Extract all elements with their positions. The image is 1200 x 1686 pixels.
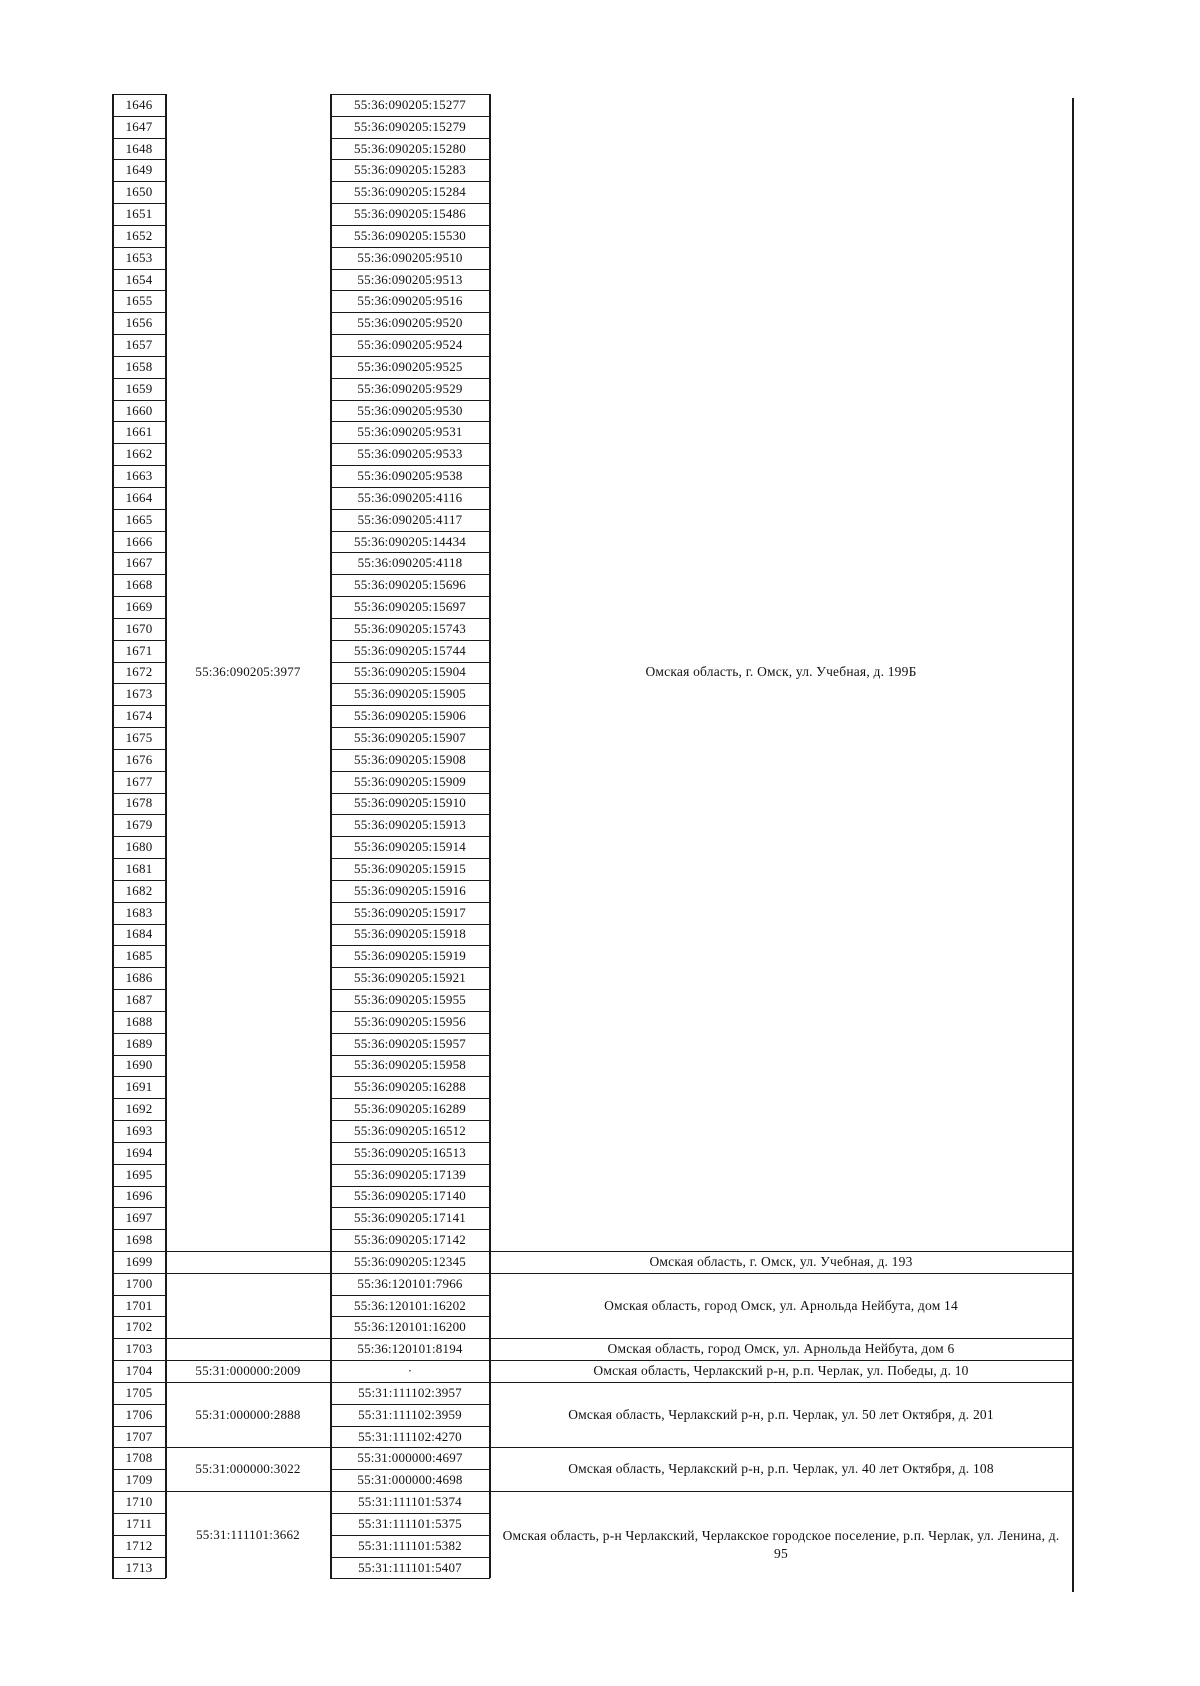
cadastral-number: 55:36:090205:15744 [354,642,466,658]
row-number: 1700 [125,1275,153,1291]
row-number: 1710 [125,1494,153,1510]
row-number: 1692 [125,1101,153,1117]
cadastral-number: 55:36:090205:9530 [357,402,463,418]
row-number: 1670 [125,620,153,636]
row-number: 1681 [125,860,153,876]
row-number: 1662 [125,446,153,462]
row-number: 1676 [125,751,153,767]
col-border-address-right [1072,98,1074,1592]
parcel-cadastral-number [166,1338,330,1360]
cadastral-number: 55:31:000000:4697 [357,1450,463,1466]
row-number: 1655 [125,293,153,309]
row-number: 1678 [125,795,153,811]
address: Омская область, город Омск, ул. Арнольда Нейбута, дом 6 [607,1341,955,1357]
row-number: 1669 [125,598,153,614]
row-number: 1674 [125,708,153,724]
cadastral-number: 55:31:111101:5382 [358,1537,462,1553]
address: Омская область, г. Омск, ул. Учебная, д. 199Б [645,664,917,680]
row-number: 1691 [125,1079,153,1095]
row-number: 1702 [125,1319,153,1335]
address: Омская область, р-н Черлакский, Черлакское городское поселение, р.п. Черлак, ул. Ленина, д. 95 [502,1527,1060,1561]
row-number: 1698 [125,1232,153,1248]
cadastral-number: 55:36:090205:15919 [354,948,466,964]
cadastral-number: 55:36:090205:9524 [357,337,463,353]
row-number: 1654 [125,271,153,287]
row-number: 1651 [125,206,153,222]
row-number: 1699 [125,1253,153,1269]
cadastral-number: 55:36:090205:15284 [354,184,466,200]
row-number: 1650 [125,184,153,200]
row-number: 1647 [125,118,153,134]
cadastral-number: 55:36:090205:15905 [354,686,466,702]
row-number: 1646 [125,96,153,112]
parcel-cadastral-number: 55:36:090205:3977 [195,664,301,680]
cadastral-number: 55:36:090205:15910 [354,795,466,811]
cadastral-number: 55:36:090205:15904 [354,664,466,680]
row-number: 1656 [125,315,153,331]
cadastral-number: 55:36:090205:16513 [354,1144,466,1160]
row-number: 1671 [125,642,153,658]
row-number: 1711 [125,1515,153,1531]
row-number: 1696 [125,1188,153,1204]
row-number: 1683 [125,904,153,920]
row-number: 1653 [125,249,153,265]
cadastral-number: 55:36:090205:15909 [354,773,466,789]
cadastral-number: 55:31:111101:5407 [358,1559,462,1575]
cadastral-number: 55:36:120101:7966 [357,1275,463,1291]
cadastral-number: 55:36:090205:15743 [354,620,466,636]
row-number: 1688 [125,1013,153,1029]
parcel-cadastral-number [166,1251,330,1273]
cadastral-number: 55:36:090205:9529 [357,380,463,396]
cadastral-number: 55:31:111102:3959 [358,1406,462,1422]
cadastral-number: 55:36:090205:15908 [354,751,466,767]
cadastral-number: 55:36:090205:9525 [357,358,463,374]
row-number: 1679 [125,817,153,833]
row-number: 1658 [125,358,153,374]
row-number: 1657 [125,337,153,353]
cadastral-number: 55:36:090205:16288 [354,1079,466,1095]
cadastral-number: 55:36:090205:4116 [357,489,463,505]
cadastral-number: 55:36:090205:9538 [357,468,463,484]
cadastral-number: 55:36:090205:15957 [354,1035,466,1051]
row-number: 1677 [125,773,153,789]
row-number: 1686 [125,970,153,986]
cadastral-number: 55:36:090205:15956 [354,1013,466,1029]
row-number: 1708 [125,1450,153,1466]
address: Омская область, Черлакский р-н, р.п. Черлак, ул. 40 лет Октября, д. 108 [568,1461,994,1477]
row-number: 1652 [125,227,153,243]
cadastral-number: 55:36:120101:8194 [357,1341,463,1357]
row-number: 1701 [125,1297,153,1313]
row-number: 1680 [125,839,153,855]
cadastral-number: 55:36:120101:16202 [354,1297,466,1313]
row-number: 1689 [125,1035,153,1051]
row-number: 1663 [125,468,153,484]
cadastral-number: 55:36:090205:17139 [354,1166,466,1182]
cadastral-number: 55:36:090205:9516 [357,293,463,309]
cadastral-number: 55:31:000000:4698 [357,1472,463,1488]
cadastral-number: 55:36:090205:9510 [357,249,463,265]
parcel-cadastral-number: 55:31:111101:3662 [196,1526,300,1542]
cadastral-number: · [407,1363,413,1379]
row-number: 1659 [125,380,153,396]
parcel-cadastral-number: 55:31:000000:3022 [195,1461,301,1477]
cadastral-number: 55:36:090205:9533 [357,446,463,462]
cadastral-number: 55:36:090205:15907 [354,729,466,745]
cadastral-number: 55:36:090205:15955 [354,991,466,1007]
row-number: 1693 [125,1122,153,1138]
cadastral-number: 55:36:090205:15283 [354,162,466,178]
row-number: 1666 [125,533,153,549]
cadastral-number: 55:31:111101:5374 [358,1494,462,1510]
cadastral-number: 55:36:090205:9520 [357,315,463,331]
cadastral-number: 55:36:090205:17140 [354,1188,466,1204]
address: Омская область, город Омск, ул. Арнольда Нейбута, дом 14 [604,1297,958,1313]
cadastral-number: 55:31:111101:5375 [358,1515,462,1531]
cadastral-number: 55:36:090205:15906 [354,708,466,724]
row-number: 1664 [125,489,153,505]
row-number: 1703 [125,1341,153,1357]
cadastral-number: 55:36:090205:15917 [354,904,466,920]
cadastral-number: 55:36:090205:9531 [357,424,463,440]
row-number: 1668 [125,577,153,593]
row-number: 1694 [125,1144,153,1160]
row-number: 1649 [125,162,153,178]
cadastral-number: 55:36:090205:15921 [354,970,466,986]
cadastral-number: 55:36:090205:15915 [354,860,466,876]
row-number: 1709 [125,1472,153,1488]
row-number: 1660 [125,402,153,418]
cadastral-number: 55:36:090205:15279 [354,118,466,134]
row-number: 1695 [125,1166,153,1182]
cadastral-number: 55:36:090205:16512 [354,1122,466,1138]
parcel-cadastral-number [166,1273,330,1338]
parcel-cadastral-number: 55:31:000000:2009 [195,1363,301,1379]
row-number: 1690 [125,1057,153,1073]
row-number: 1712 [125,1537,153,1553]
row-number: 1661 [125,424,153,440]
row-number: 1672 [125,664,153,680]
cadastral-number: 55:31:111102:3957 [358,1384,462,1400]
address: Омская область, Черлакский р-н, р.п. Черлак, ул. 50 лет Октября, д. 201 [568,1406,994,1422]
cadastral-number: 55:36:090205:15530 [354,227,466,243]
cadastral-number: 55:36:090205:17142 [354,1232,466,1248]
row-number: 1704 [125,1363,153,1379]
group-divider-address [490,1491,1072,1492]
cadastral-number: 55:36:090205:16289 [354,1101,466,1117]
cadastral-number: 55:36:090205:4118 [357,555,463,571]
row-number: 1697 [125,1210,153,1226]
address: Омская область, г. Омск, ул. Учебная, д. 193 [649,1253,913,1269]
row-number: 1665 [125,511,153,527]
cadastral-number: 55:36:090205:17141 [354,1210,466,1226]
cadastral-number: 55:36:120101:16200 [354,1319,466,1335]
row-number: 1705 [125,1384,153,1400]
cadastral-number: 55:36:090205:15958 [354,1057,466,1073]
cadastral-number: 55:36:090205:15280 [354,140,466,156]
row-number: 1682 [125,882,153,898]
parcel-cadastral-number: 55:31:000000:2888 [195,1406,301,1422]
cadastral-number: 55:36:090205:15916 [354,882,466,898]
cadastral-number: 55:36:090205:9513 [357,271,463,287]
cadastral-number: 55:31:111102:4270 [358,1428,462,1444]
cadastral-number: 55:36:090205:4117 [357,511,463,527]
cadastral-number: 55:36:090205:12345 [354,1253,466,1269]
cadastral-number: 55:36:090205:15486 [354,206,466,222]
cadastral-number: 55:36:090205:15277 [354,96,466,112]
row-number: 1648 [125,140,153,156]
row-number: 1684 [125,926,153,942]
address: Омская область, Черлакский р-н, р.п. Черлак, ул. Победы, д. 10 [593,1363,969,1379]
row-number: 1707 [125,1428,153,1444]
row-number: 1687 [125,991,153,1007]
cadastral-number: 55:36:090205:15697 [354,598,466,614]
cadastral-number: 55:36:090205:15913 [354,817,466,833]
row-number: 1713 [125,1559,153,1575]
cadastral-number: 55:36:090205:15696 [354,577,466,593]
cadastral-number: 55:36:090205:15914 [354,839,466,855]
row-number: 1667 [125,555,153,571]
row-number: 1685 [125,948,153,964]
row-number: 1706 [125,1406,153,1422]
cadastral-number: 55:36:090205:14434 [354,533,466,549]
cadastral-number: 55:36:090205:15918 [354,926,466,942]
row-number: 1675 [125,729,153,745]
row-number: 1673 [125,686,153,702]
